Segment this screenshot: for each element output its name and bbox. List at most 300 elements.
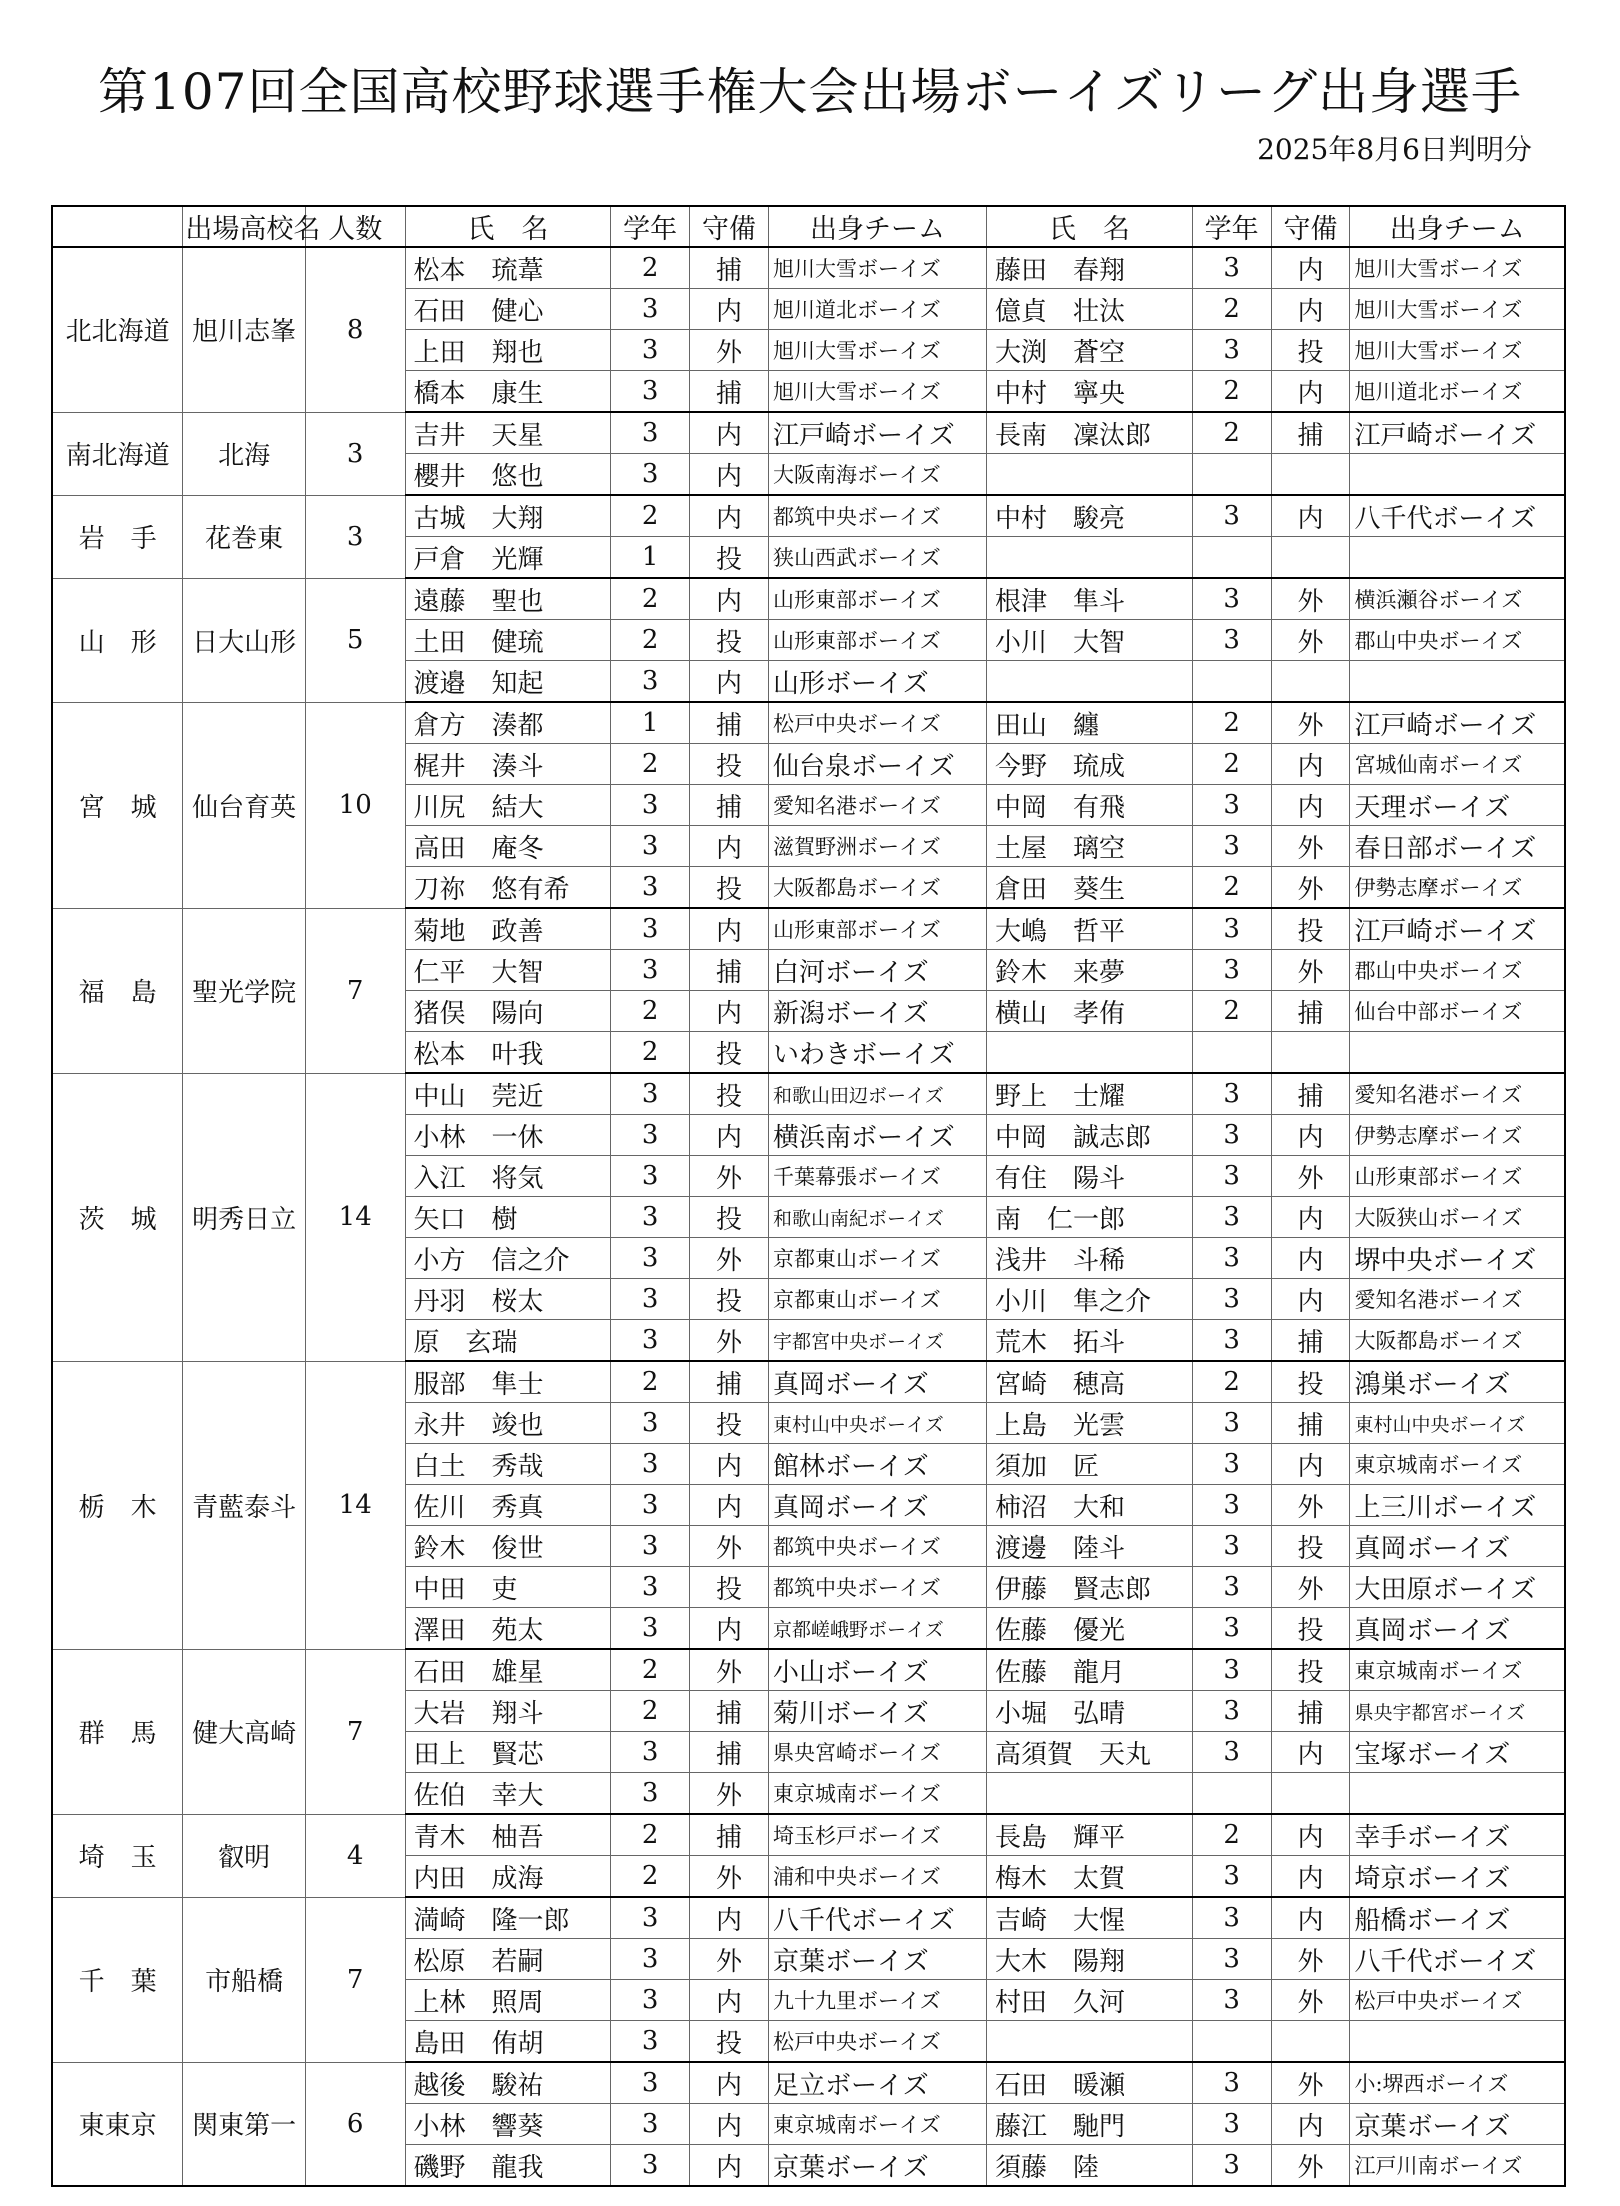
- player-position: 外: [690, 1320, 769, 1362]
- player-grade: 3: [1192, 1608, 1271, 1650]
- count-cell: 14: [305, 1361, 405, 1649]
- player-grade: 2: [611, 495, 690, 537]
- empty-cell: [1350, 1032, 1565, 1074]
- player-grade: 2: [611, 620, 690, 661]
- empty-cell: [987, 661, 1193, 703]
- player-name: 大嶋 哲平: [987, 908, 1193, 950]
- player-team: 春日部ボーイズ: [1350, 826, 1565, 867]
- player-team: 東村山中央ボーイズ: [768, 1403, 986, 1444]
- player-grade: 3: [611, 2104, 690, 2145]
- player-position: 内: [1271, 1897, 1350, 1939]
- player-team: 旭川道北ボーイズ: [768, 289, 986, 330]
- player-team: 真岡ボーイズ: [1350, 1526, 1565, 1567]
- player-grade: 3: [1192, 1732, 1271, 1773]
- player-name: 白土 秀哉: [405, 1444, 611, 1485]
- player-name: 川尻 結大: [405, 785, 611, 826]
- player-team: 旭川大雪ボーイズ: [1350, 247, 1565, 289]
- player-grade: 3: [611, 1197, 690, 1238]
- player-grade: 3: [1192, 620, 1271, 661]
- player-name: 満崎 隆一郎: [405, 1897, 611, 1939]
- player-grade: 2: [611, 991, 690, 1032]
- school-cell: 聖光学院: [183, 908, 306, 1073]
- player-name: 高須賀 天丸: [987, 1732, 1193, 1773]
- player-position: 外: [1271, 1939, 1350, 1980]
- player-grade: 3: [1192, 2104, 1271, 2145]
- prefecture-cell: 宮 城: [52, 702, 183, 908]
- player-position: 外: [1271, 1567, 1350, 1608]
- player-position: 内: [1271, 1814, 1350, 1856]
- player-team: 大田原ボーイズ: [1350, 1567, 1565, 1608]
- player-grade: 3: [1192, 1197, 1271, 1238]
- player-grade: 3: [1192, 330, 1271, 371]
- player-grade: 2: [611, 1649, 690, 1691]
- player-grade: 3: [1192, 1567, 1271, 1608]
- player-name: 須藤 陸: [987, 2145, 1193, 2187]
- player-team: 仙台中部ボーイズ: [1350, 991, 1565, 1032]
- player-position: 内: [1271, 1238, 1350, 1279]
- player-grade: 3: [611, 2145, 690, 2187]
- school-cell: 仙台育英: [183, 702, 306, 908]
- player-position: 外: [1271, 2145, 1350, 2187]
- player-grade: 3: [1192, 1320, 1271, 1362]
- player-position: 内: [690, 1444, 769, 1485]
- player-team: 京葉ボーイズ: [1350, 2104, 1565, 2145]
- player-grade: 3: [1192, 2062, 1271, 2104]
- player-name: 中岡 誠志郎: [987, 1115, 1193, 1156]
- player-team: 郡山中央ボーイズ: [1350, 950, 1565, 991]
- player-grade: 3: [1192, 1444, 1271, 1485]
- table-row: [52, 247, 1565, 289]
- player-name: 上林 照周: [405, 1980, 611, 2021]
- player-name: 村田 久河: [987, 1980, 1193, 2021]
- player-team: 仙台泉ボーイズ: [768, 744, 986, 785]
- player-team: 狭山西武ボーイズ: [768, 537, 986, 579]
- player-position: 捕: [690, 1732, 769, 1773]
- player-position: 外: [1271, 2062, 1350, 2104]
- empty-cell: [1271, 1032, 1350, 1074]
- player-grade: 3: [611, 1526, 690, 1567]
- empty-cell: [1192, 454, 1271, 496]
- player-grade: 3: [611, 1279, 690, 1320]
- player-team: 山形東部ボーイズ: [1350, 1156, 1565, 1197]
- player-name: 梅木 太賀: [987, 1856, 1193, 1898]
- player-position: 外: [1271, 578, 1350, 620]
- player-grade: 2: [1192, 371, 1271, 413]
- player-name: 今野 琉成: [987, 744, 1193, 785]
- player-grade: 3: [611, 454, 690, 496]
- player-grade: 3: [611, 1897, 690, 1939]
- player-position: 内: [690, 412, 769, 454]
- count-cell: 7: [305, 1897, 405, 2062]
- player-name: 長島 輝平: [987, 1814, 1193, 1856]
- empty-cell: [987, 1773, 1193, 1815]
- player-position: 内: [690, 2104, 769, 2145]
- empty-cell: [1350, 454, 1565, 496]
- table-row: [52, 702, 1565, 744]
- player-position: 捕: [690, 702, 769, 744]
- player-team: 江戸崎ボーイズ: [1350, 702, 1565, 744]
- player-team: 愛知名港ボーイズ: [768, 785, 986, 826]
- player-position: 内: [1271, 371, 1350, 413]
- player-team: 大阪都島ボーイズ: [768, 867, 986, 909]
- table-row: [52, 1649, 1565, 1691]
- player-position: 内: [690, 1897, 769, 1939]
- player-name: 億貞 壮汰: [987, 289, 1193, 330]
- player-team: 京都嵯峨野ボーイズ: [768, 1608, 986, 1650]
- header-count: 人数: [305, 206, 405, 247]
- header-team: 出身チーム: [768, 206, 986, 247]
- player-position: 外: [690, 1526, 769, 1567]
- player-position: 投: [690, 867, 769, 909]
- empty-cell: [1271, 1773, 1350, 1815]
- player-grade: 3: [1192, 1526, 1271, 1567]
- player-grade: 3: [611, 330, 690, 371]
- player-position: 外: [1271, 1980, 1350, 2021]
- player-name: 荒木 拓斗: [987, 1320, 1193, 1362]
- player-name: 古城 大翔: [405, 495, 611, 537]
- player-position: 内: [1271, 1197, 1350, 1238]
- prefecture-cell: 山 形: [52, 578, 183, 702]
- player-team: 九十九里ボーイズ: [768, 1980, 986, 2021]
- player-position: 投: [1271, 1649, 1350, 1691]
- player-position: 外: [690, 1939, 769, 1980]
- header-school: 出場高校名: [183, 206, 306, 247]
- player-grade: 1: [611, 702, 690, 744]
- prefecture-cell: 北北海道: [52, 247, 183, 412]
- player-grade: 3: [1192, 1980, 1271, 2021]
- player-name: 田山 纏: [987, 702, 1193, 744]
- player-grade: 3: [1192, 1156, 1271, 1197]
- player-name: 大渕 蒼空: [987, 330, 1193, 371]
- player-name: 有住 陽斗: [987, 1156, 1193, 1197]
- player-position: 投: [690, 1032, 769, 1074]
- player-position: 外: [690, 1649, 769, 1691]
- empty-cell: [1350, 1773, 1565, 1815]
- player-team: 県央宮崎ボーイズ: [768, 1732, 986, 1773]
- player-team: 都筑中央ボーイズ: [768, 1567, 986, 1608]
- player-name: 梶井 湊斗: [405, 744, 611, 785]
- prefecture-cell: 群 馬: [52, 1649, 183, 1814]
- player-grade: 2: [611, 1856, 690, 1898]
- school-cell: 関東第一: [183, 2062, 306, 2186]
- player-position: 捕: [690, 950, 769, 991]
- player-position: 内: [690, 2062, 769, 2104]
- player-team: 東京城南ボーイズ: [1350, 1649, 1565, 1691]
- player-name: 柿沼 大和: [987, 1485, 1193, 1526]
- player-name: 浅井 斗稀: [987, 1238, 1193, 1279]
- player-position: 外: [1271, 620, 1350, 661]
- empty-cell: [1271, 661, 1350, 703]
- player-position: 内: [1271, 247, 1350, 289]
- player-name: 猪俣 陽向: [405, 991, 611, 1032]
- player-name: 佐伯 幸大: [405, 1773, 611, 1815]
- player-name: 中岡 有飛: [987, 785, 1193, 826]
- player-team: 愛知名港ボーイズ: [1350, 1279, 1565, 1320]
- player-grade: 3: [611, 1156, 690, 1197]
- player-grade: 3: [1192, 2145, 1271, 2187]
- player-grade: 3: [1192, 785, 1271, 826]
- player-grade: 3: [1192, 247, 1271, 289]
- header-row: [52, 206, 1565, 247]
- empty-cell: [1192, 1773, 1271, 1815]
- player-team: 浦和中央ボーイズ: [768, 1856, 986, 1898]
- player-position: 外: [690, 330, 769, 371]
- player-team: 郡山中央ボーイズ: [1350, 620, 1565, 661]
- player-grade: 3: [1192, 1691, 1271, 1732]
- player-position: 内: [690, 289, 769, 330]
- player-team: 山形東部ボーイズ: [768, 578, 986, 620]
- player-grade: 2: [1192, 1814, 1271, 1856]
- player-name: 土田 健琉: [405, 620, 611, 661]
- player-team: 新潟ボーイズ: [768, 991, 986, 1032]
- player-position: 内: [690, 578, 769, 620]
- table-row: [52, 578, 1565, 620]
- player-name: 宮崎 穂高: [987, 1361, 1193, 1403]
- count-cell: 8: [305, 247, 405, 412]
- player-position: 外: [1271, 950, 1350, 991]
- player-position: 捕: [690, 247, 769, 289]
- empty-cell: [1271, 2021, 1350, 2063]
- table-row: [52, 1814, 1565, 1856]
- player-grade: 3: [611, 661, 690, 703]
- school-cell: 明秀日立: [183, 1073, 306, 1361]
- player-name: 松本 叶我: [405, 1032, 611, 1074]
- player-team: 千葉幕張ボーイズ: [768, 1156, 986, 1197]
- player-grade: 2: [611, 578, 690, 620]
- player-team: 山形ボーイズ: [768, 661, 986, 703]
- player-name: 越後 駿祐: [405, 2062, 611, 2104]
- roster-body: [52, 247, 1565, 2186]
- player-grade: 3: [1192, 1897, 1271, 1939]
- empty-cell: [1350, 661, 1565, 703]
- player-name: 矢口 樹: [405, 1197, 611, 1238]
- player-grade: 3: [1192, 1238, 1271, 1279]
- player-position: 内: [1271, 495, 1350, 537]
- player-name: 中村 駿亮: [987, 495, 1193, 537]
- player-position: 外: [1271, 826, 1350, 867]
- player-position: 投: [690, 1197, 769, 1238]
- player-team: 京葉ボーイズ: [768, 1939, 986, 1980]
- player-grade: 3: [1192, 1485, 1271, 1526]
- prefecture-cell: 東東京: [52, 2062, 183, 2186]
- count-cell: 6: [305, 2062, 405, 2186]
- player-name: 上田 翔也: [405, 330, 611, 371]
- player-grade: 3: [1192, 1279, 1271, 1320]
- header-team-2: 出身チーム: [1350, 206, 1565, 247]
- table-row: [52, 908, 1565, 950]
- player-position: 捕: [1271, 1073, 1350, 1115]
- player-grade: 3: [611, 1485, 690, 1526]
- player-name: 石田 暖瀬: [987, 2062, 1193, 2104]
- player-name: 澤田 苑太: [405, 1608, 611, 1650]
- player-name: 菊地 政善: [405, 908, 611, 950]
- player-position: 内: [690, 826, 769, 867]
- player-grade: 3: [611, 1403, 690, 1444]
- player-team: 大阪狭山ボーイズ: [1350, 1197, 1565, 1238]
- prefecture-cell: 埼 玉: [52, 1814, 183, 1897]
- player-team: 都筑中央ボーイズ: [768, 1526, 986, 1567]
- count-cell: 7: [305, 908, 405, 1073]
- player-team: 東京城南ボーイズ: [1350, 1444, 1565, 1485]
- player-grade: 3: [611, 2021, 690, 2063]
- player-name: 刀祢 悠有希: [405, 867, 611, 909]
- player-position: 捕: [1271, 1691, 1350, 1732]
- player-position: 投: [690, 1279, 769, 1320]
- player-name: 仁平 大智: [405, 950, 611, 991]
- player-name: 佐藤 龍月: [987, 1649, 1193, 1691]
- table-row: [52, 1073, 1565, 1115]
- empty-cell: [987, 1032, 1193, 1074]
- player-team: 東京城南ボーイズ: [768, 1773, 986, 1815]
- player-name: 鈴木 俊世: [405, 1526, 611, 1567]
- empty-cell: [1350, 2021, 1565, 2063]
- player-grade: 3: [611, 371, 690, 413]
- player-team: 京都東山ボーイズ: [768, 1238, 986, 1279]
- player-position: 捕: [690, 371, 769, 413]
- player-team: 松戸中央ボーイズ: [768, 702, 986, 744]
- player-position: 投: [1271, 330, 1350, 371]
- player-team: 足立ボーイズ: [768, 2062, 986, 2104]
- player-position: 投: [1271, 1526, 1350, 1567]
- page-title: 第107回全国高校野球選手権大会出場ボーイズリーグ出身選手: [98, 63, 1522, 121]
- school-cell: 叡明: [183, 1814, 306, 1897]
- empty-cell: [1271, 537, 1350, 579]
- player-position: 投: [690, 1567, 769, 1608]
- school-cell: 花巻東: [183, 495, 306, 578]
- player-name: 大木 陽翔: [987, 1939, 1193, 1980]
- player-grade: 2: [611, 1032, 690, 1074]
- player-position: 捕: [1271, 1403, 1350, 1444]
- player-position: 内: [690, 991, 769, 1032]
- player-position: 投: [690, 620, 769, 661]
- player-grade: 2: [611, 744, 690, 785]
- player-team: 横浜南ボーイズ: [768, 1115, 986, 1156]
- player-name: 内田 成海: [405, 1856, 611, 1898]
- player-position: 投: [690, 2021, 769, 2063]
- empty-cell: [1192, 1032, 1271, 1074]
- player-position: 内: [1271, 1115, 1350, 1156]
- player-position: 捕: [690, 1361, 769, 1403]
- player-grade: 2: [1192, 702, 1271, 744]
- player-position: 捕: [690, 1691, 769, 1732]
- player-team: 東京城南ボーイズ: [768, 2104, 986, 2145]
- player-position: 内: [1271, 1732, 1350, 1773]
- player-position: 内: [1271, 744, 1350, 785]
- player-team: 江戸崎ボーイズ: [1350, 908, 1565, 950]
- player-team: 幸手ボーイズ: [1350, 1814, 1565, 1856]
- player-position: 内: [690, 1980, 769, 2021]
- player-grade: 3: [611, 1444, 690, 1485]
- player-name: 中村 寧央: [987, 371, 1193, 413]
- player-name: 上島 光雲: [987, 1403, 1193, 1444]
- count-cell: 3: [305, 495, 405, 578]
- player-team: 埼玉杉戸ボーイズ: [768, 1814, 986, 1856]
- player-name: 永井 竣也: [405, 1403, 611, 1444]
- school-cell: 市船橋: [183, 1897, 306, 2062]
- player-name: 田上 賢芯: [405, 1732, 611, 1773]
- player-team: 滋賀野洲ボーイズ: [768, 826, 986, 867]
- school-cell: 青藍泰斗: [183, 1361, 306, 1649]
- player-team: 都筑中央ボーイズ: [768, 495, 986, 537]
- player-name: 島田 侑胡: [405, 2021, 611, 2063]
- school-cell: 日大山形: [183, 578, 306, 702]
- player-grade: 3: [611, 2062, 690, 2104]
- player-name: 吉崎 大惺: [987, 1897, 1193, 1939]
- player-position: 内: [690, 454, 769, 496]
- player-grade: 3: [1192, 1073, 1271, 1115]
- player-name: 石田 健心: [405, 289, 611, 330]
- player-team: 小山ボーイズ: [768, 1649, 986, 1691]
- player-team: 江戸崎ボーイズ: [768, 412, 986, 454]
- player-grade: 2: [611, 1361, 690, 1403]
- player-position: 内: [690, 1608, 769, 1650]
- player-team: 京葉ボーイズ: [768, 2145, 986, 2187]
- player-grade: 2: [1192, 867, 1271, 909]
- player-name: 橋本 康生: [405, 371, 611, 413]
- player-position: 内: [1271, 1444, 1350, 1485]
- player-team: 愛知名港ボーイズ: [1350, 1073, 1565, 1115]
- player-position: 内: [690, 908, 769, 950]
- player-grade: 3: [611, 826, 690, 867]
- player-name: 小堀 弘晴: [987, 1691, 1193, 1732]
- player-team: 大阪都島ボーイズ: [1350, 1320, 1565, 1362]
- player-position: 内: [690, 1115, 769, 1156]
- player-name: 小林 響葵: [405, 2104, 611, 2145]
- player-grade: 3: [1192, 495, 1271, 537]
- table-row: [52, 1361, 1565, 1403]
- player-grade: 3: [1192, 950, 1271, 991]
- player-grade: 2: [1192, 991, 1271, 1032]
- player-grade: 3: [1192, 578, 1271, 620]
- player-name: 遠藤 聖也: [405, 578, 611, 620]
- player-position: 投: [1271, 1361, 1350, 1403]
- player-team: 松戸中央ボーイズ: [1350, 1980, 1565, 2021]
- player-name: 服部 隼士: [405, 1361, 611, 1403]
- player-position: 捕: [1271, 991, 1350, 1032]
- player-team: 旭川大雪ボーイズ: [768, 330, 986, 371]
- player-grade: 3: [1192, 1939, 1271, 1980]
- table-row: [52, 1897, 1565, 1939]
- player-team: 堺中央ボーイズ: [1350, 1238, 1565, 1279]
- player-grade: 2: [611, 247, 690, 289]
- player-team: 上三川ボーイズ: [1350, 1485, 1565, 1526]
- player-name: 松本 琉葦: [405, 247, 611, 289]
- player-grade: 3: [611, 1320, 690, 1362]
- player-name: 渡邊 陸斗: [987, 1526, 1193, 1567]
- player-position: 捕: [690, 1814, 769, 1856]
- player-position: 外: [1271, 1485, 1350, 1526]
- empty-cell: [1350, 537, 1565, 579]
- player-grade: 3: [611, 867, 690, 909]
- prefecture-cell: 栃 木: [52, 1361, 183, 1649]
- player-name: 横山 孝侑: [987, 991, 1193, 1032]
- player-name: 磯野 龍我: [405, 2145, 611, 2187]
- player-name: 藤江 馳門: [987, 2104, 1193, 2145]
- player-team: 八千代ボーイズ: [1350, 1939, 1565, 1980]
- count-cell: 14: [305, 1073, 405, 1361]
- table-row: [52, 412, 1565, 454]
- player-name: 鈴木 来夢: [987, 950, 1193, 991]
- player-name: 原 玄瑞: [405, 1320, 611, 1362]
- player-position: 外: [690, 1156, 769, 1197]
- player-grade: 3: [1192, 1115, 1271, 1156]
- player-name: 高田 庵冬: [405, 826, 611, 867]
- player-position: 内: [690, 495, 769, 537]
- player-grade: 2: [1192, 1361, 1271, 1403]
- player-position: 外: [1271, 1156, 1350, 1197]
- player-name: 青木 柚吾: [405, 1814, 611, 1856]
- player-name: 丹羽 桜太: [405, 1279, 611, 1320]
